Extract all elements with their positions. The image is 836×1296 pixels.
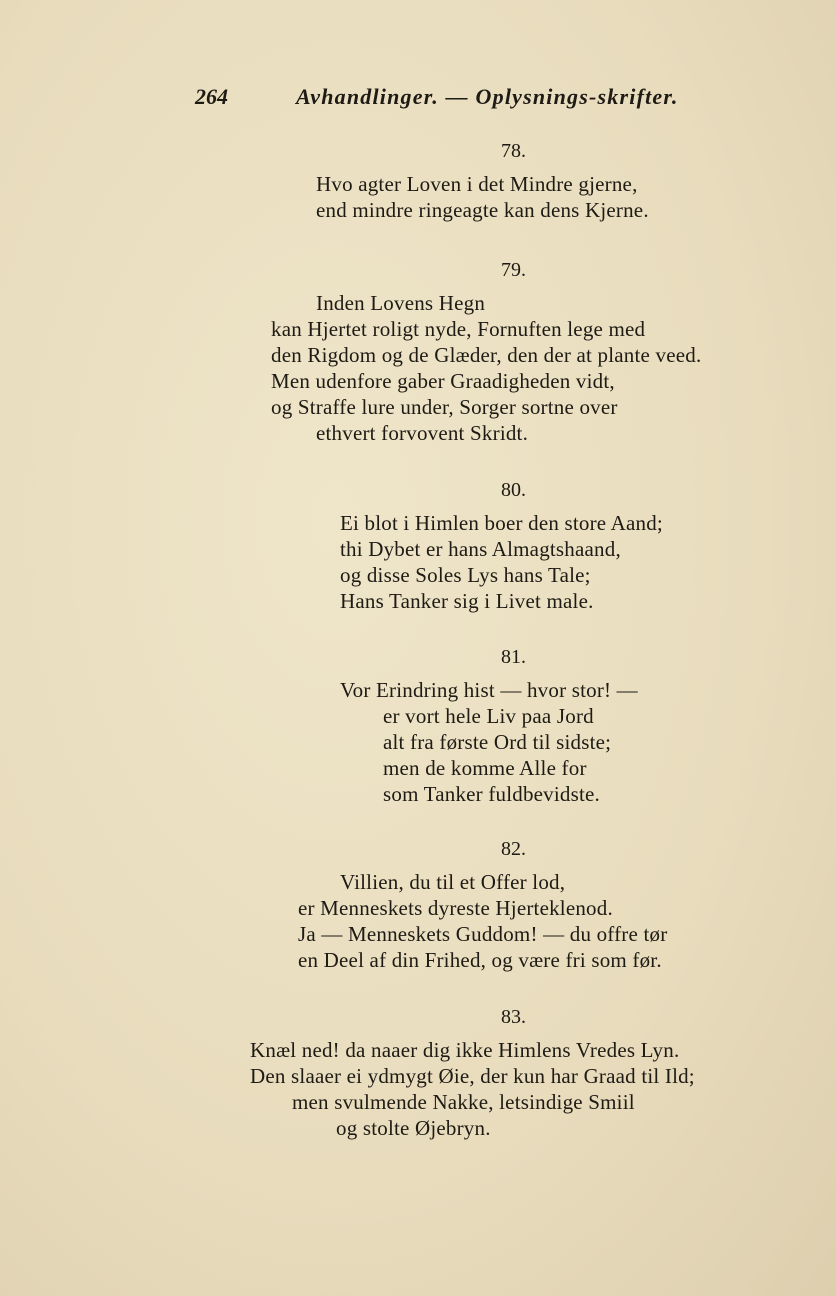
poem-80-line-4: Hans Tanker sig i Livet male. [340, 589, 594, 613]
poem-79-line-3: den Rigdom og de Glæder, den der at plante veed. [271, 343, 702, 367]
running-title: Avhandlinger. — Oplysnings-skrifter. [296, 84, 679, 109]
poem-80-line-2: thi Dybet er hans Almagtshaand, [340, 537, 621, 561]
poem-number-80: 80. [501, 479, 526, 501]
poem-83-line-3: men svulmende Nakke, letsindige Smiil [292, 1090, 635, 1114]
poem-82-line-1: Villien, du til et Offer lod, [340, 870, 566, 894]
poem-81-line-2: er vort hele Liv paa Jord [383, 704, 594, 728]
poem-80-line-1: Ei blot i Himlen boer den store Aand; [340, 511, 663, 535]
page-number: 264 [195, 84, 228, 109]
poem-number-81: 81. [501, 646, 526, 668]
poem-79-line-4: Men udenfore gaber Graadigheden vidt, [271, 369, 615, 393]
poem-79-line-2: kan Hjertet roligt nyde, Fornuften lege med [271, 317, 646, 341]
poem-82-line-2: er Menneskets dyreste Hjerteklenod. [298, 896, 613, 920]
poem-81-line-1: Vor Erindring hist — hvor stor! — [340, 678, 638, 702]
poem-number-82: 82. [501, 838, 526, 860]
poem-81-line-4: men de komme Alle for [383, 756, 587, 780]
poem-78-line-2: end mindre ringeagte kan dens Kjerne. [316, 198, 649, 222]
poem-80-line-3: og disse Soles Lys hans Tale; [340, 563, 591, 587]
poem-81-line-5: som Tanker fuldbevidste. [383, 782, 600, 806]
poem-81-line-3: alt fra første Ord til sidste; [383, 730, 612, 754]
poem-83-line-1: Knæl ned! da naaer dig ikke Himlens Vredes Lyn. [250, 1038, 680, 1062]
poem-number-78: 78. [501, 140, 526, 162]
poem-79-line-5: og Straffe lure under, Sorger sortne over [271, 395, 618, 419]
poem-79-line-6: ethvert forvovent Skridt. [316, 421, 529, 445]
poem-82-line-3: Ja — Menneskets Guddom! — du offre tør [298, 922, 668, 946]
poem-83-line-4: og stolte Øjebryn. [336, 1116, 491, 1140]
poem-78-line-1: Hvo agter Loven i det Mindre gjerne, [316, 172, 638, 196]
poem-number-79: 79. [501, 259, 526, 281]
poem-79-line-1: Inden Lovens Hegn [316, 291, 486, 315]
poem-82-line-4: en Deel af din Frihed, og være fri som før. [298, 948, 662, 972]
poem-number-83: 83. [501, 1006, 526, 1028]
poem-83-line-2: Den slaaer ei ydmygt Øie, der kun har Graad til Ild; [250, 1064, 695, 1088]
